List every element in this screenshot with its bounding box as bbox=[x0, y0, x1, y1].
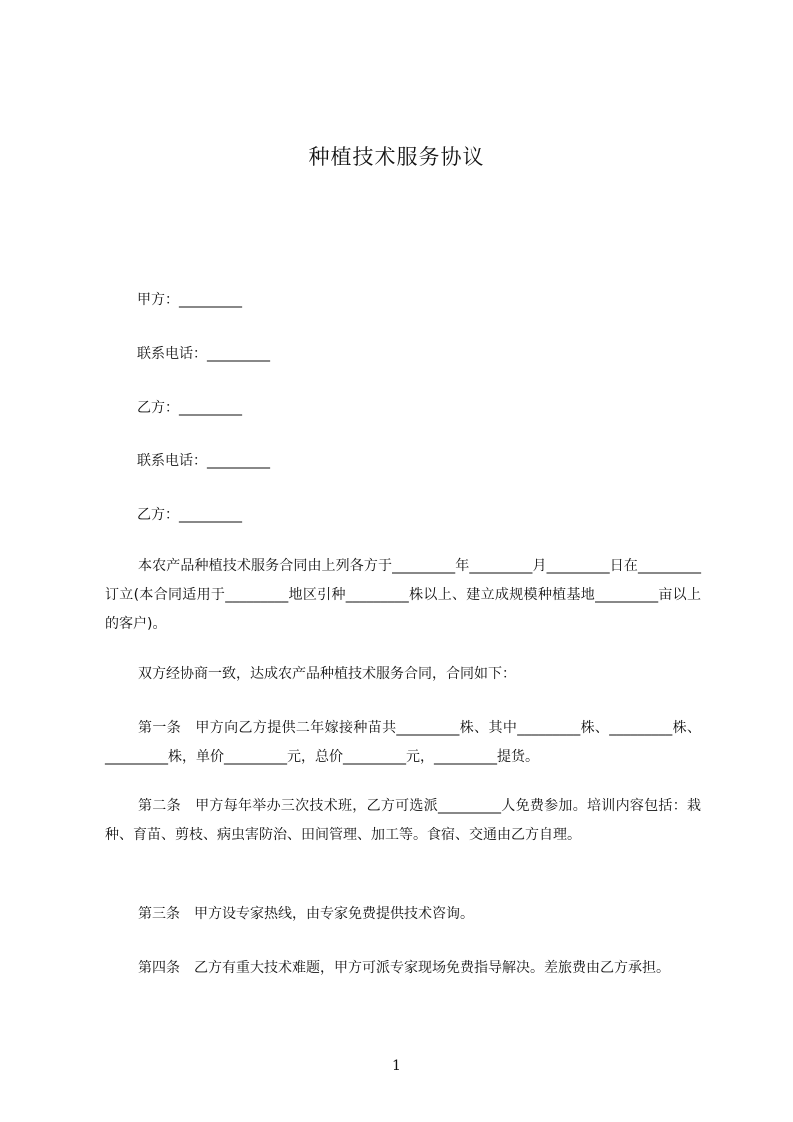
intro-paragraph: 本农产品种植技术服务合同由上列各方于_________年_________月_________日在_________订立(本合同适用于_________地区引种_________株以上、建立成规模种植基地_________亩以上的客户)。 bbox=[105, 558, 701, 632]
party-a-phone-line: 联系电话：_________ bbox=[137, 346, 270, 362]
agreement-paragraph: 双方经协商一致，达成农产品种植技术服务合同，合同如下： bbox=[138, 666, 516, 682]
article-1-paragraph: 第一条 甲方向乙方提供二年嫁接种苗共_________株、其中_________株、_________株、_________株，单价_________元，总价_________元，_________提货。 bbox=[105, 720, 701, 765]
article-3-paragraph: 第三条 甲方设专家热线，由专家免费提供技术咨询。 bbox=[138, 906, 474, 922]
party-a-line: 甲方：_________ bbox=[137, 292, 242, 308]
party-b-line: 乙方：_________ bbox=[137, 400, 242, 416]
article-4-paragraph: 第四条 乙方有重大技术难题，甲方可派专家现场免费指导解决。差旅费由乙方承担。 bbox=[138, 960, 670, 976]
party-b-second-line: 乙方：_________ bbox=[137, 507, 242, 523]
article-2-paragraph: 第二条 甲方每年举办三次技术班，乙方可选派_________人免费参加。培训内容包括：栽种、育苗、剪枝、病虫害防治、田间管理、加工等。食宿、交通由乙方自理。 bbox=[105, 798, 701, 843]
document-title: 种植技术服务协议 bbox=[308, 145, 485, 169]
page-number: 1 bbox=[392, 1058, 401, 1074]
party-b-phone-line: 联系电话：_________ bbox=[137, 453, 270, 469]
